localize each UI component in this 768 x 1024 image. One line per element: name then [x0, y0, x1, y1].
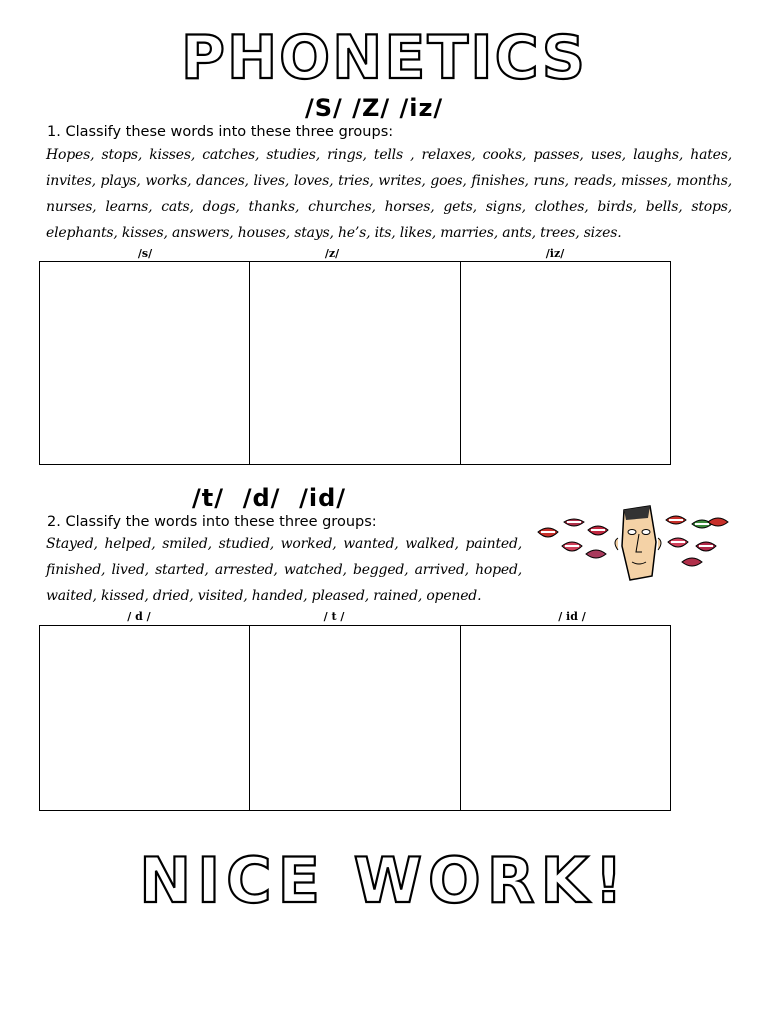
section1-column-s-header: /s/	[137, 247, 153, 260]
section2-sounds-heading: /t/ /d/ /id/	[192, 484, 347, 512]
section2-cell-t[interactable]	[250, 626, 460, 810]
section2-cell-d[interactable]	[40, 626, 250, 810]
mouths-and-face-clipart	[532, 502, 732, 582]
face-icon	[615, 506, 661, 580]
section2-column-id-header: / id /	[558, 610, 586, 623]
title-wordart	[154, 18, 614, 90]
section2-word-list: Stayed, helped, smiled, studied, worked, wanted, walked, painted, finished, lived, started, arrested, watched, begged, arrived, hoped, waited, kissed, dried, visited, handed, pleased, rained, opened.	[46, 536, 522, 604]
section1-column-z-header: /z/	[324, 247, 340, 260]
section2-column-t-header: / t /	[323, 610, 345, 623]
section1-cell-z[interactable]	[250, 262, 460, 464]
footer-banner	[0, 840, 768, 920]
section1-cell-s[interactable]	[40, 262, 250, 464]
title-text: PHONETICS	[180, 23, 588, 90]
footer-text: NICE WORK!	[139, 844, 629, 917]
section2-answer-table	[39, 625, 671, 811]
section1-column-iz-header: /iz/	[545, 247, 565, 260]
section2-instruction: 2. Classify the words into these three groups:	[47, 514, 377, 530]
section1-sounds-heading: /S/ /Z/ /iz/	[305, 94, 444, 122]
section1-cell-iz[interactable]	[461, 262, 670, 464]
section1-word-list: Hopes, stops, kisses, catches, studies, rings, tells , relaxes, cooks, passes, uses, laughs, hates, invites, plays, works, dances, lives, loves, tries, writes, goes, finishes, runs, reads, misses, months, nurses, learns, cats, dogs, thanks, churches, horses, gets, signs, clothes, birds, bells, stops, elephants, kisses, answers, houses, stays, he’s, its, likes, marries, ants, trees, sizes.	[46, 147, 732, 241]
section2-column-d-header: / d /	[127, 610, 151, 623]
section1-instruction: 1. Classify these words into these three groups:	[47, 124, 394, 140]
section2-cell-id[interactable]	[461, 626, 670, 810]
title-banner	[0, 18, 768, 90]
footer-wordart	[134, 840, 634, 920]
section1-answer-table	[39, 261, 671, 465]
